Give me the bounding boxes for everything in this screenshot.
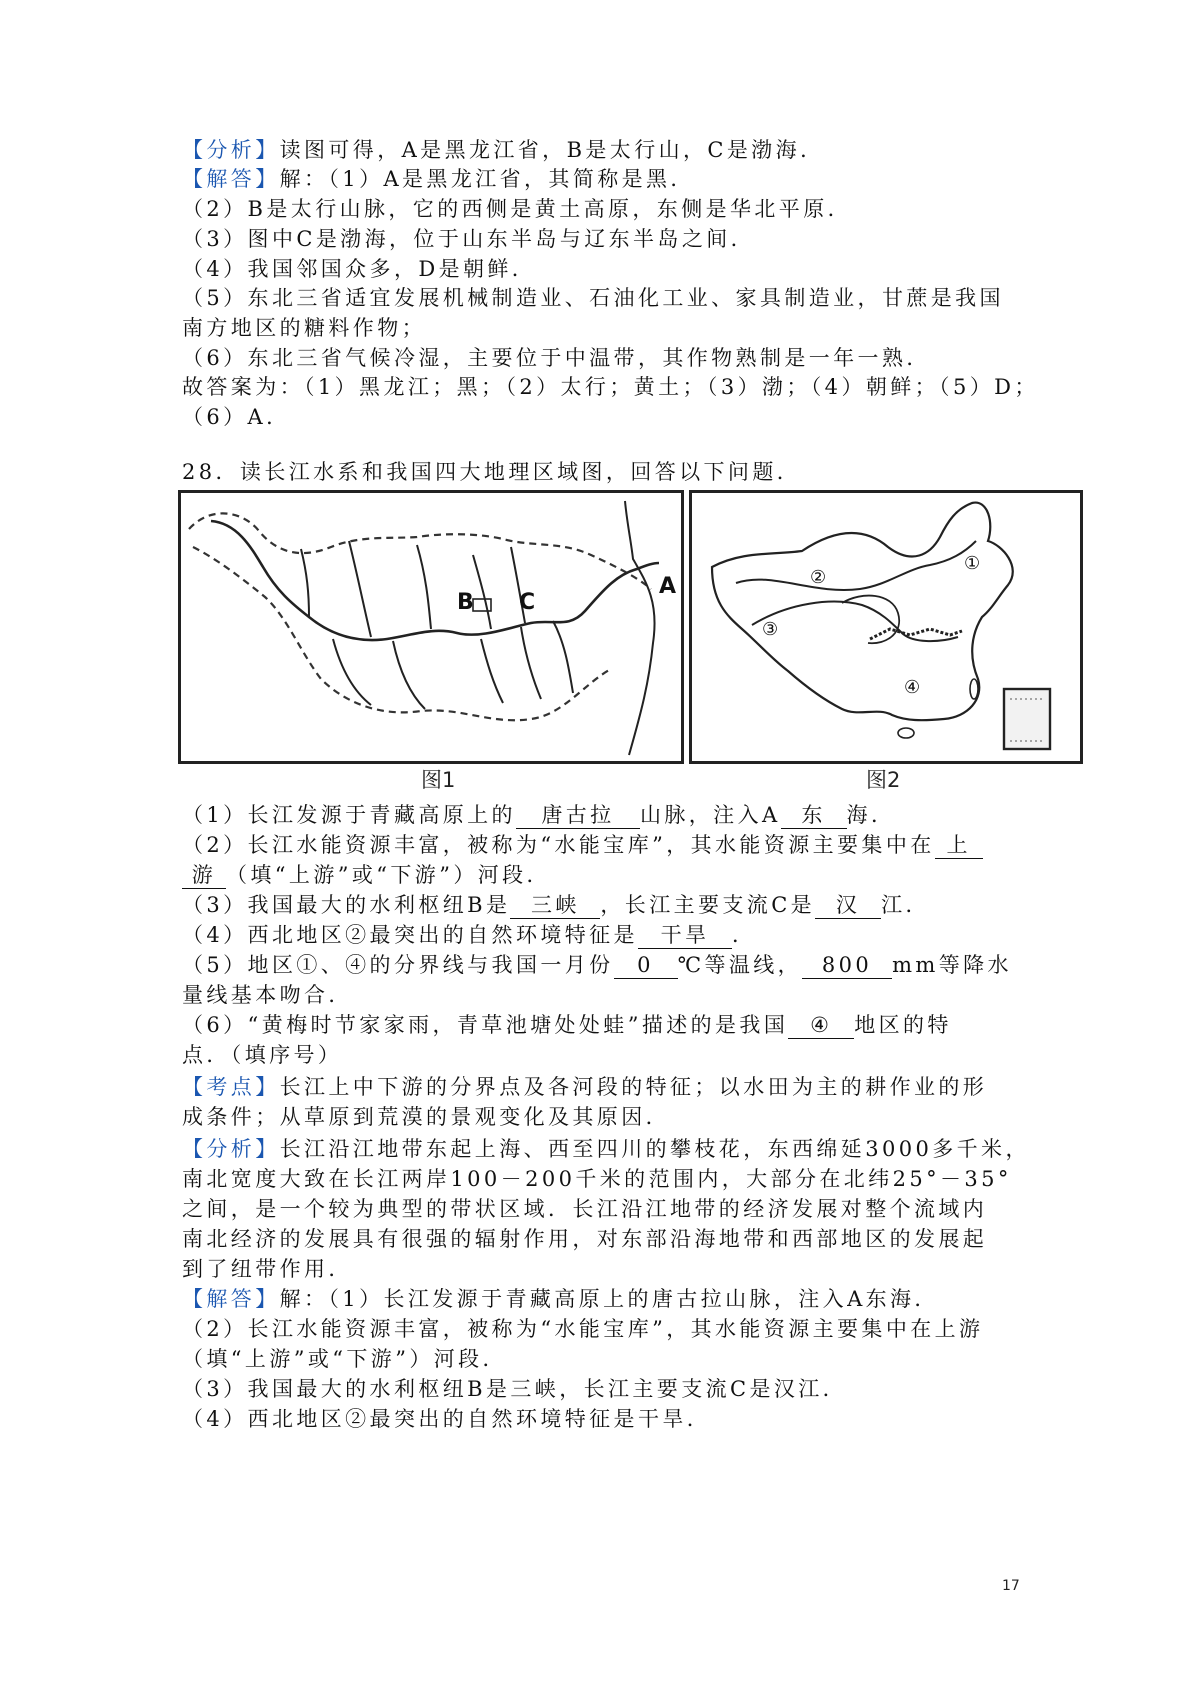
q5-answer-precipitation: 800 — [802, 952, 892, 979]
subquestion-2-cont — [182, 860, 551, 890]
region-2-label: ② — [810, 567, 827, 588]
text-line: （4）我国邻国众多，D是朝鲜． — [182, 257, 537, 281]
china-regions-map-drawing — [692, 493, 1080, 761]
q1-answer-sea: 东 — [781, 802, 847, 829]
q4-text-end: ． — [731, 923, 757, 947]
jieda-tag: 【解答】 — [182, 1287, 280, 1311]
q4-text-start: （4）西北地区②最突出的自然环境特征是 — [182, 923, 638, 947]
analysis-tag: 【分析】 — [182, 138, 280, 162]
text-line: （2）长江水能资源丰富，被称为“水能宝库”，其水能资源主要集中在上游 — [182, 1317, 984, 1341]
fenxi-tag: 【分析】 — [182, 1137, 280, 1161]
q2-text-end: （填“上游”或“下游”）河段． — [226, 863, 551, 887]
text-line: 量线基本吻合． — [182, 983, 353, 1007]
q2-answer-part1: 上 — [935, 832, 983, 859]
text-line: （填“上游”或“下游”）河段． — [182, 1347, 507, 1371]
text-line: （5）东北三省适宜发展机械制造业、石油化工业、家具制造业，甘蔗是我国 — [182, 286, 1004, 310]
question-title: 28．读长江水系和我国四大地理区域图，回答以下问题． — [182, 460, 802, 484]
solution-tag: 【解答】 — [182, 167, 280, 191]
region-4-label: ④ — [904, 677, 921, 698]
text-line: 南北宽度大致在长江两岸100－200千米的范围内，大部分在北纬25°－35° — [182, 1167, 1012, 1191]
q1-text-start: （1）长江发源于青藏高原上的 — [182, 803, 516, 827]
label-a: A — [659, 574, 677, 599]
fenxi-line — [182, 1134, 1030, 1164]
subquestion-4 — [182, 920, 756, 950]
figure-2-caption: 图2 — [866, 768, 901, 792]
text-line: （4）西北地区②最突出的自然环境特征是干旱． — [182, 1407, 712, 1431]
q4-answer: 干旱 — [638, 922, 732, 949]
text-line: （2）B是太行山脉，它的西侧是黄土高原，东侧是华北平原． — [182, 197, 852, 221]
q2-answer-part2: 游 — [182, 862, 226, 889]
analysis-line — [182, 135, 824, 165]
analysis-text: 读图可得，A是黑龙江省，B是太行山，C是渤海． — [279, 138, 825, 162]
yangtze-map-drawing — [181, 493, 681, 761]
q6-text-start: （6）“黄梅时节家家雨，青草池塘处处蛙”描述的是我国 — [182, 1013, 789, 1037]
text-line: 到了纽带作用． — [182, 1257, 353, 1281]
page-number: 17 — [1002, 1578, 1020, 1594]
label-c: C — [519, 590, 536, 615]
subquestion-5 — [182, 950, 1012, 980]
text-line: （6）A． — [182, 405, 291, 429]
text-line: 成条件；从草原到荒漠的景观变化及其原因． — [182, 1105, 670, 1129]
fenxi-text: 长江沿江地带东起上海、西至四川的攀枝花，东西绵延3000多千米， — [279, 1137, 1030, 1161]
q1-text-middle: 山脉，注入A — [639, 803, 781, 827]
q5-text-middle: ℃等温线， — [677, 953, 803, 977]
text-line: 南北经济的发展具有很强的辐射作用，对东部沿海地带和西部地区的发展起 — [182, 1227, 988, 1251]
q6-answer: ④ — [788, 1012, 854, 1039]
q3-text-end: 江． — [881, 893, 930, 917]
jieda-text: 解：（1）长江发源于青藏高原上的唐古拉山脉，注入A东海． — [279, 1287, 939, 1311]
region-3-label: ③ — [762, 619, 779, 640]
q5-answer-isotherm: 0 — [614, 952, 678, 979]
solution-line — [182, 164, 695, 194]
figure-1-map — [178, 490, 684, 764]
kaodian-line — [182, 1072, 987, 1102]
text-line: （6）东北三省气候冷湿，主要位于中温带，其作物熟制是一年一熟． — [182, 346, 931, 370]
region-1-label: ① — [964, 553, 981, 574]
jieda-line — [182, 1284, 939, 1314]
q2-text-start: （2）长江水能资源丰富，被称为“水能宝库”，其水能资源主要集中在 — [182, 833, 935, 857]
q3-answer-dam: 三峡 — [510, 892, 600, 919]
subquestion-2 — [182, 830, 983, 860]
q3-text-middle: ，长江主要支流C是 — [600, 893, 816, 917]
q3-answer-tributary: 汉 — [815, 892, 881, 919]
text-line: 故答案为：（1）黑龙江；黑；（2）太行；黄土；（3）渤；（4）朝鲜；（5）D； — [182, 375, 1039, 399]
q5-text-end: mm等降水 — [892, 953, 1012, 977]
text-line: （3）图中C是渤海，位于山东半岛与辽东半岛之间． — [182, 227, 756, 251]
q6-text-end: 地区的特 — [854, 1013, 952, 1037]
q1-answer-mountain: 唐古拉 — [516, 802, 640, 829]
figure-2-map — [689, 490, 1083, 764]
q5-text-start: （5）地区①、④的分界线与我国一月份 — [182, 953, 614, 977]
text-line: （3）我国最大的水利枢纽B是三峡，长江主要支流C是汉江． — [182, 1377, 848, 1401]
subquestion-3 — [182, 890, 930, 920]
subquestion-1 — [182, 800, 895, 830]
q3-text-start: （3）我国最大的水利枢纽B是 — [182, 893, 511, 917]
text-line: 之间，是一个较为典型的带状区域．长江沿江地带的经济发展对整个流域内 — [182, 1197, 988, 1221]
solution-text: 解：（1）A是黑龙江省，其简称是黑． — [279, 167, 695, 191]
subquestion-6 — [182, 1010, 952, 1040]
figure-1-caption: 图1 — [421, 768, 456, 792]
kaodian-tag: 【考点】 — [182, 1075, 280, 1099]
text-line: 点．（填序号） — [182, 1043, 343, 1067]
q1-text-end: 海． — [846, 803, 896, 827]
kaodian-text: 长江上中下游的分界点及各河段的特征；以水田为主的耕作业的形 — [279, 1075, 988, 1099]
text-line: 南方地区的糖料作物； — [182, 316, 426, 340]
label-b: B — [457, 590, 474, 615]
